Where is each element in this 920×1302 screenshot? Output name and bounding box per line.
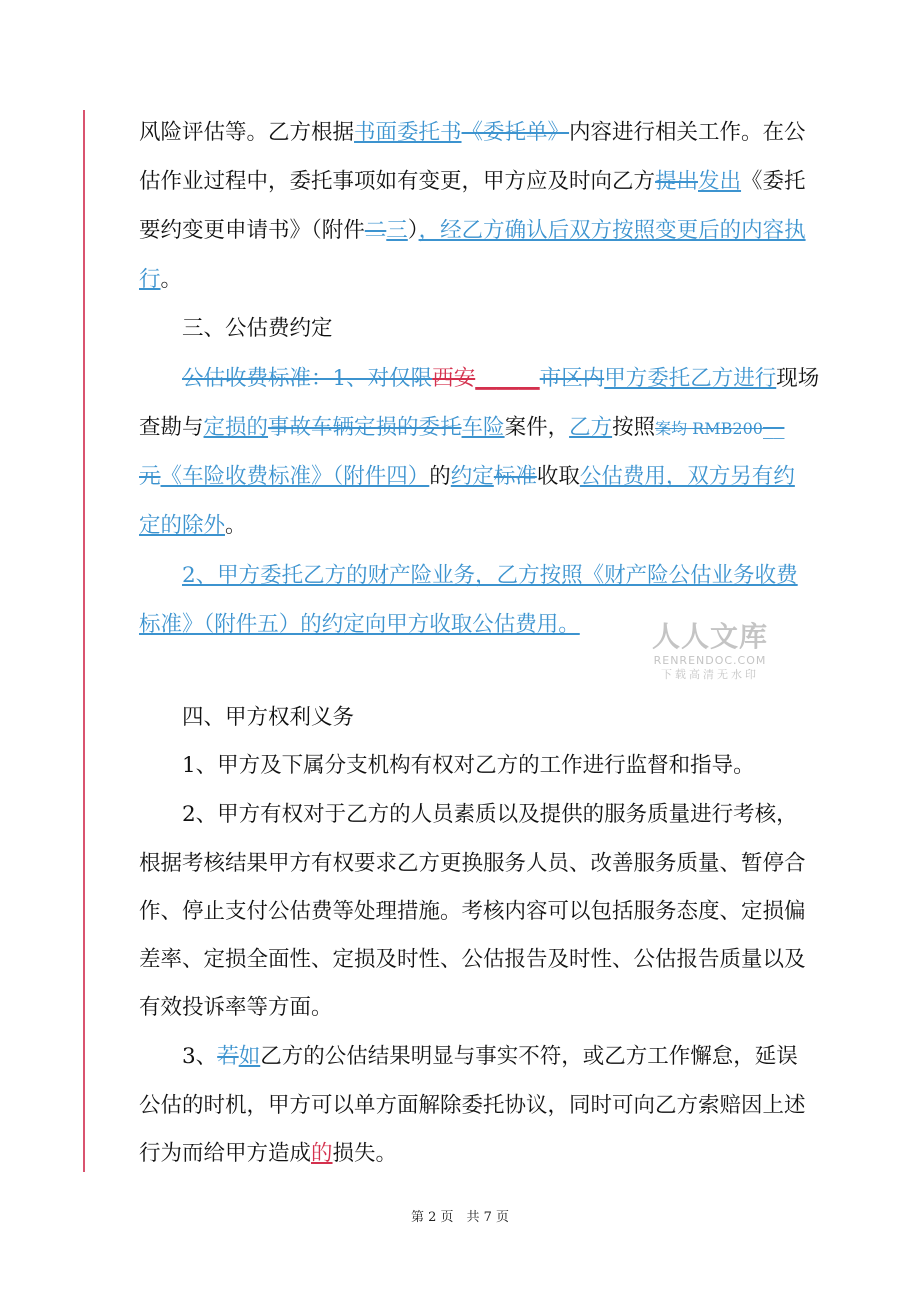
text-run: 《委托 [741,169,806,194]
body-line [182,751,755,781]
deleted-text: __ [762,415,785,440]
body-line [182,364,819,394]
heading-text: 三、公估费约定 [182,316,333,341]
text-run: 内容进行相关工作。在公 [569,120,806,145]
watermark-tagline: 下载高清无水印 [661,668,759,681]
inserted-text: 如 [238,1044,261,1069]
text-run: 1、甲方及下属分支机构有权对乙方的工作进行监督和指导。 [182,753,755,778]
text-run: 行为而给甲方造成 [139,1141,312,1166]
text-run: 收取 [536,464,580,489]
text-run: 有效投诉率等方面。 [139,995,333,1020]
inserted-text: 乙方 [569,415,613,440]
inserted-text: 甲方委托乙方进行 [604,366,777,391]
deleted-text: 事故车辆定损的委托 [268,415,462,440]
text-run: 根据考核结果甲方有权要求乙方更换服务人员、改善服务质量、暂停合 [139,851,806,876]
body-line [139,993,333,1023]
inserted-text: 书面委托书 [354,120,462,145]
text-run: 2、甲方有权对于乙方的人员素质以及提供的服务质量进行考核， [182,802,798,827]
text-run: 按照 [612,415,656,440]
inserted-text: 定损的 [203,415,269,440]
text-run: 损失。 [332,1141,398,1166]
body-line [139,610,580,640]
body-line [139,265,182,295]
inserted-text: 车险 [461,415,505,440]
heading-text: 四、甲方权利义务 [182,705,355,730]
deleted-text: 市区内 [539,366,605,391]
deleted-text: 标准 [493,464,537,489]
body-line [139,216,806,246]
page-number: 第 2 页 共 7 页 [410,1210,510,1225]
text-run: 。 [225,513,247,538]
deleted-text-red: 西安 [432,366,476,391]
body-line [139,897,806,927]
text-run: 查勘与 [139,415,204,440]
body-line [139,462,795,492]
body-line [182,1042,798,1072]
text-run: 估作业过程中，委托事项如有变更，甲方应及时向乙方 [139,169,656,194]
body-line [139,1139,397,1169]
inserted-text: ，经乙方确认后双方按照变更后的内容执 [418,218,806,243]
inserted-text: 发出 [698,169,742,194]
text-run: 作、停止支付公估费等处理措施。考核内容可以包括服务态度、定损偏 [139,899,806,924]
inserted-text: 公估费用，双方另有约 [579,464,795,489]
deleted-text: 提出 [655,169,699,194]
watermark-title: 人人文库 [651,620,768,653]
section-heading [182,703,354,733]
inserted-text: 约定 [450,464,494,489]
deleted-text: 若 [217,1044,239,1069]
body-line [139,1091,806,1121]
text-run: 风险评估等。乙方根据 [139,120,355,145]
text-run: 现场 [776,366,820,391]
watermark-site: RENRENDOC.COM [653,654,767,667]
inserted-blank-red: ______ [475,366,540,391]
text-run: ） [407,218,419,243]
inserted-text: 标准》（附件五）的约定向甲方收取公估费用。 [139,612,580,637]
text-run: 案件， [504,415,570,440]
body-line [182,561,798,591]
text-run: 差率、定损全面性、定损及时性、公估报告及时性、公估报告质量以及 [139,947,806,972]
deleted-text: 二 [364,218,387,243]
body-line [139,849,806,879]
inserted-text: 定的除外 [139,513,226,538]
watermark-logo [640,620,780,682]
inserted-text: 三 [386,218,408,243]
body-line [139,118,806,148]
text-run: 的 [429,464,451,489]
deleted-text: 《委托单》 [461,120,570,145]
inserted-text: 行 [139,267,161,292]
body-line [139,945,806,975]
body-line [139,413,784,444]
text-run: 公估的时机，甲方可以单方面解除委托协议，同时可向乙方索赔因上述 [139,1093,806,1118]
deleted-text: 公估收费标准：1、对仅限 [182,366,433,391]
text-run: 要约变更申请书》（附件 [139,218,365,243]
body-line [139,167,806,197]
inserted-text: 《车险收费标准》（附件四） [160,464,430,489]
inserted-text: 2、甲方委托乙方的财产险业务，乙方按照《财产险公估业务收费 [182,563,798,588]
revision-margin-bar [83,110,85,1172]
section-heading [182,314,333,344]
deleted-text: 元 [139,464,161,489]
text-run: 。 [160,267,183,292]
text-run: 3、 [182,1044,218,1069]
body-line [182,800,798,830]
text-run: 乙方的公估结果明显与事实不符，或乙方工作懈怠，延误 [260,1044,798,1069]
inserted-text-red: 的 [311,1141,333,1166]
deleted-text: 案均 RMB200 [655,419,763,438]
body-line [139,511,247,541]
